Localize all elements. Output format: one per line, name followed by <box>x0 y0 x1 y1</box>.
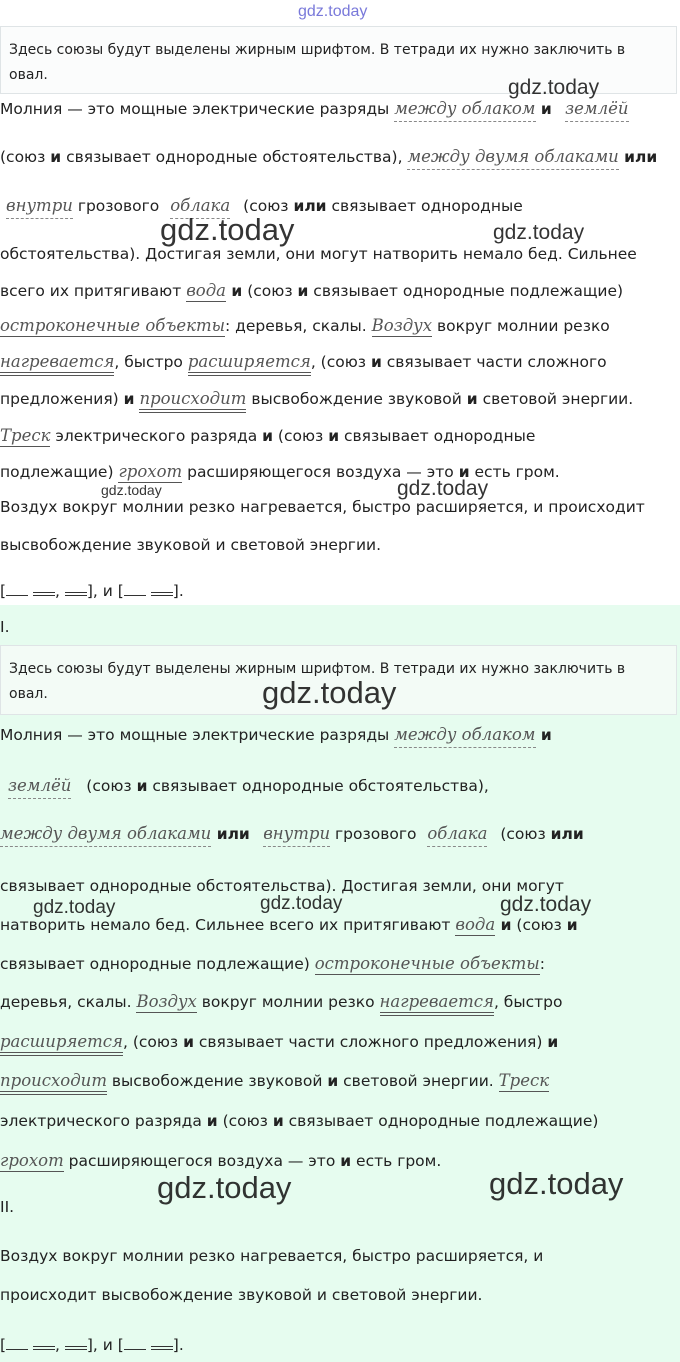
conjunction: и <box>123 390 135 408</box>
text-line <box>0 992 562 1011</box>
scheme-predicate-slot <box>151 580 173 596</box>
subject-word: Воздух <box>136 992 197 1011</box>
text: расширяющегося воздуха — это <box>63 1152 341 1170</box>
text: вокруг молнии резко <box>196 993 380 1011</box>
text: (союз <box>86 777 137 795</box>
text-line <box>0 316 610 335</box>
conjunction: и <box>535 100 558 118</box>
conjunction: и <box>50 148 62 166</box>
scheme-predicate-slot <box>65 1334 87 1350</box>
conjunction: и <box>272 1112 284 1130</box>
text: связывает однородные <box>339 427 536 445</box>
conjunction: и <box>183 1033 194 1051</box>
text-line <box>0 281 623 300</box>
conjunction: и <box>327 1072 339 1090</box>
conjunction: или <box>293 197 327 215</box>
text: Молния — это мощные электрические разряды <box>0 726 395 744</box>
watermark: gdz.today <box>500 893 592 916</box>
subject-word: грохот <box>0 1151 64 1170</box>
text: связывает однородные подлежащие) <box>0 955 315 973</box>
watermark: gdz.today <box>493 221 585 244</box>
text: всего их притягивают <box>0 282 187 300</box>
scheme-subject-slot <box>124 1337 146 1350</box>
scheme-predicate-slot <box>65 580 87 596</box>
text: расширяющегося воздуха — это <box>182 463 459 481</box>
conjunction: и <box>535 726 552 744</box>
subject-word: грохот <box>118 462 183 481</box>
text: [ <box>0 1336 7 1354</box>
text-line <box>0 776 489 795</box>
text: : деревья, скалы. <box>225 317 372 335</box>
subject-word: вода <box>455 915 496 934</box>
text-line <box>0 1112 598 1130</box>
watermark: gdz.today <box>157 1170 292 1205</box>
text-line <box>0 147 657 166</box>
subject-word: Треск <box>498 1071 550 1090</box>
conjunction: и <box>226 282 243 300</box>
subject-word: остроконечные объекты <box>314 954 540 973</box>
scheme-predicate-slot <box>33 580 55 596</box>
adverbial-word: облака <box>170 196 230 219</box>
adverbial-word: землёй <box>565 99 628 122</box>
text: , (союз <box>310 353 371 371</box>
conjunction: и <box>340 1152 352 1170</box>
conjunction: или <box>550 825 584 843</box>
text-line <box>0 1151 441 1170</box>
text: связывает однородные подлежащие) <box>283 1112 599 1130</box>
adverbial-word: между двумя облаками <box>407 147 618 170</box>
predicate-word: происходит <box>0 1071 107 1095</box>
predicate-word: расширяется <box>188 352 311 376</box>
text: ]. <box>172 582 184 600</box>
watermark: gdz.today <box>262 675 397 710</box>
note-text: Здесь союзы будут выделены жирным шрифтом. В тетради их нужно заключить в овал. <box>9 42 626 83</box>
watermark: gdz.today <box>508 76 600 99</box>
note-text: Здесь союзы будут выделены жирным шрифтом. В тетради их нужно заключить в овал. <box>9 661 626 702</box>
conjunction: и <box>136 777 148 795</box>
text-line <box>0 462 560 481</box>
text: связывает однородные подлежащие) <box>308 282 624 300</box>
scheme-subject-slot <box>6 1337 28 1350</box>
text: высвобождение звуковой <box>106 1072 328 1090</box>
adverbial-word: между двумя облаками <box>0 824 211 847</box>
text-line <box>0 426 535 445</box>
section-number: I. <box>0 618 10 636</box>
conjunction: или <box>618 148 658 166</box>
conjunction: и <box>297 282 309 300</box>
text: : <box>539 955 545 973</box>
text-line <box>0 824 584 843</box>
text-line <box>0 1071 549 1090</box>
conjunction: и <box>206 1112 218 1130</box>
predicate-word: нагревается <box>0 352 114 376</box>
text: [ <box>0 582 7 600</box>
subject-word: Треск <box>0 426 51 445</box>
watermark: gdz.today <box>101 482 162 498</box>
conjunction: и <box>566 916 578 934</box>
text: натворить немало бед. Сильнее всего их притягивают <box>0 916 456 934</box>
scheme-predicate-slot <box>151 1334 173 1350</box>
scheme-predicate-slot <box>33 1334 55 1350</box>
predicate-word: расширяется <box>0 1032 123 1056</box>
note-box <box>0 26 677 94</box>
adverbial-word: внутри <box>6 196 73 219</box>
text: есть гром. <box>469 463 560 481</box>
text-line: обстоятельства). Достигая земли, они могут натворить немало бед. Сильнее <box>0 245 637 263</box>
text: подлежащие) <box>0 463 119 481</box>
predicate-word: происходит <box>139 389 246 413</box>
text: связывает части сложного <box>381 353 607 371</box>
text-line: связывает однородные обстоятельства). Достигая земли, они могут <box>0 877 564 895</box>
section-number: II. <box>0 1198 15 1216</box>
scheme-subject-slot <box>124 583 146 596</box>
subject-word: Воздух <box>371 316 433 335</box>
text: , быстро <box>114 353 188 371</box>
text-line: Воздух вокруг молнии резко нагревается, быстро расширяется, и происходит <box>0 498 645 516</box>
text: есть гром. <box>351 1152 442 1170</box>
text: (союз <box>242 282 298 300</box>
text: (союз <box>273 427 329 445</box>
watermark: gdz.today <box>489 1166 624 1201</box>
text: связывает однородные <box>326 197 523 215</box>
text: грозового <box>330 825 422 843</box>
text: (союз <box>243 197 294 215</box>
sentence-scheme <box>0 580 184 600</box>
adverbial-word: землёй <box>8 776 71 799</box>
conjunction: или <box>211 825 256 843</box>
conjunction: и <box>262 427 273 445</box>
text: Молния — это мощные электрические разряды <box>0 100 395 118</box>
note-box <box>0 645 677 715</box>
watermark-top: gdz.today <box>298 3 368 20</box>
sentence-scheme <box>0 1334 184 1354</box>
text: , (союз <box>122 1033 184 1051</box>
text-line <box>0 915 578 934</box>
text: электрического разряда <box>0 1112 207 1130</box>
conjunction: и <box>370 353 382 371</box>
conjunction: и <box>328 427 340 445</box>
text: (союз <box>500 825 551 843</box>
text: деревья, скалы. <box>0 993 137 1011</box>
watermark: gdz.today <box>33 897 116 918</box>
text-line: высвобождение звуковой и световой энергии. <box>0 536 382 554</box>
text: ], и [ <box>86 1336 124 1354</box>
text-line: Воздух вокруг молнии резко нагревается, быстро расширяется, и <box>0 1247 544 1265</box>
text: (союз <box>217 1112 273 1130</box>
adverbial-word: внутри <box>263 824 330 847</box>
text: , <box>55 1336 60 1354</box>
text-line <box>0 196 523 215</box>
text-line <box>0 352 607 371</box>
predicate-word: нагревается <box>380 992 494 1016</box>
subject-word: вода <box>186 281 227 300</box>
text: вокруг молнии резко <box>432 317 610 335</box>
watermark: gdz.today <box>160 212 295 247</box>
conjunction: и <box>547 1033 559 1051</box>
text: высвобождение звуковой <box>246 390 467 408</box>
text: ], и [ <box>86 582 124 600</box>
text: ]. <box>172 1336 184 1354</box>
adverbial-word: облака <box>427 824 487 847</box>
adverbial-word: между облаком <box>394 725 535 748</box>
watermark: gdz.today <box>397 477 489 500</box>
text-line <box>0 725 552 744</box>
text: предложения) <box>0 390 124 408</box>
text-line <box>0 99 629 118</box>
adverbial-word: между облаком <box>394 99 535 122</box>
text-line <box>0 954 545 973</box>
text: , быстро <box>493 993 563 1011</box>
conjunction: и <box>458 463 470 481</box>
text: связывает однородные обстоятельства), <box>61 148 408 166</box>
conjunction: и <box>495 916 512 934</box>
text-line <box>0 389 633 408</box>
text: связывает части сложного предложения) <box>193 1033 548 1051</box>
scheme-subject-slot <box>6 583 28 596</box>
text-line: происходит высвобождение звуковой и световой энергии. <box>0 1286 483 1304</box>
text: грозового <box>72 197 165 215</box>
conjunction: и <box>466 390 478 408</box>
watermark: gdz.today <box>260 893 343 914</box>
text: , <box>55 582 60 600</box>
text: связывает однородные обстоятельства), <box>147 777 489 795</box>
text: электрического разряда <box>50 427 263 445</box>
text: (союз <box>511 916 567 934</box>
text: (союз <box>0 148 51 166</box>
text: световой энергии. <box>338 1072 499 1090</box>
text-line <box>0 1032 558 1051</box>
subject-word: остроконечные объекты <box>0 316 226 335</box>
text: световой энергии. <box>477 390 634 408</box>
